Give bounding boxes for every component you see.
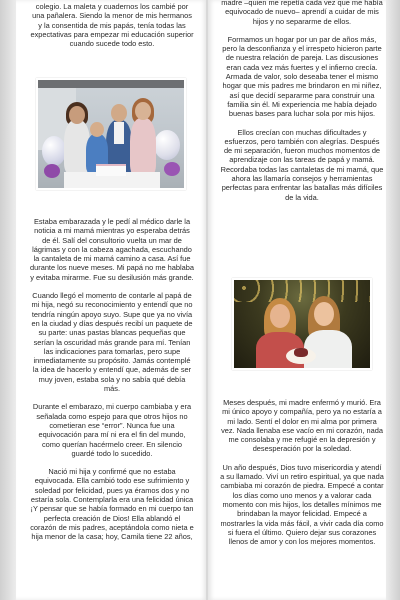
- right-paragraph-2: Ellos crecían con muchas dificultades y esfuerzos, pero también con alegrías. Después de mi separación, fueron muchos momentos de aprendizaje con las tareas de papá y mamá. Recordaba todas las cantaletas de mi mamá, que ahora las llamaría consejos y herramientas perfectas para enfrentar las batallas más difíciles de la vida.: [220, 127, 384, 202]
- right-paragraph-3: Meses después, mi madre enfermó y murió. Era mi único apoyo y compañía, pero ya no estaría a mi lado. Sentí el dolor en mi alma por primera vez. Nada llenaba ese vacío en mi corazón, nada me consolaba y me refugié en la depresión y desesperación por la soledad.: [221, 398, 383, 454]
- balloon-image: [42, 136, 66, 166]
- page-edge-left: [0, 0, 16, 600]
- left-paragraph-2: Cuando llegó el momento de contarle al papá de mi hija, negó su reconocimiento y entendí que no tendría ningún apoyo suyo. Supe que ya no vivía en la ciudad y días después recibí un paquete de su parte: unas pastas blancas pequeñas que serían la oscuridad más grande para mí. Tenían las indicaciones para tomarlas, pero supe inmediatamente su propósito. Jamás contemplé la idea de hacerlo y entendí que, además de ser muy joven, estaba sola y no sabía qué debía más.: [31, 291, 193, 394]
- family-photo: [36, 78, 186, 190]
- left-paragraph-4: Nació mi hija y confirmé que no estaba equivocada. Ella cambió todo ese sufrimiento y soledad por felicidad, pues ya éramos dos y no estaría sola. Contemplarla era una felicidad única ¡Y pensar que se había formado en mi cuerpo tan perfecta creación de Dios! Ella ablandó el corazón de mis padres, aceptándola como nieta e hija menor de la casa; hoy, Camila tiene 22 años,: [30, 467, 194, 542]
- left-paragraph-1: Estaba embarazada y le pedí al médico darle la noticia a mi mamá mientras yo esperaba detrás de él. Salí del consultorio vuelta un mar de lágrimas y con la cabeza agachada, escuchando la cantaleta de mi mamá camino a casa. Así fue durante los nueve meses. Mi papá no me hablaba y evitaba mirarme. Fue su desilusión más grande.: [30, 217, 194, 282]
- right-top: [220, 0, 384, 202]
- right-bottom: [220, 398, 384, 546]
- right-paragraph-1: Formamos un hogar por un par de años más, pero la desconfianza y el irrespeto hicieron parte de nuestra relación de pareja. Las discusiones eran cada vez más fuertes y el infierno crecía. Armada de valor, solo deseaba tener el mismo hogar que mis padres me brindaron en mi niñez, así que decidí separarme para construir una familia sin él. Mi experiencia me había dejado buenas bases para luchar sola por mis hijos.: [222, 34, 382, 119]
- right-intro-paragraph: madre –quien me repetía cada vez que me había equivocado de nuevo– aprendí a cuidar de mis hijos y no separarme de ellos.: [221, 0, 383, 26]
- left-paragraph-3: Durante el embarazo, mi cuerpo cambiaba y era señalada como espejo para que otros hijos no cometieran ese “error”. Nunca fue una equivocación para mí ni era el fin del mundo, como querían hacérmelo creer. En silencio guardé todo lo sucedido.: [32, 402, 192, 458]
- left-body: [30, 217, 194, 542]
- friends-photo: [232, 278, 372, 370]
- right-paragraph-4: Un año después, Dios tuvo misericordia y atendí a su llamado. Viví un retiro espiritual, ya que nada cambiaba mi corazón de piedra. Empecé a contar los días como uno menos y a valorar cada momento con mis hijos, los detalles mínimos me brindaban la mayor felicidad. Empecé a mostrarles la vida más fácil, a vivir cada día como si fuera el último. Quiero dejar sus corazones llenos de amor y con los mejores momentos.: [220, 462, 384, 547]
- balloon-image: [154, 130, 180, 160]
- left-intro: [30, 2, 194, 48]
- page-edge-right: [386, 0, 400, 600]
- left-intro-paragraph: colegio. La maleta y cuadernos los cambié por una pañalera. Siendo la menor de mis hermanos y la consentida de mis papás, tenía todas las expectativas para empezar mi educación superior cuando sucede todo esto.: [30, 2, 194, 49]
